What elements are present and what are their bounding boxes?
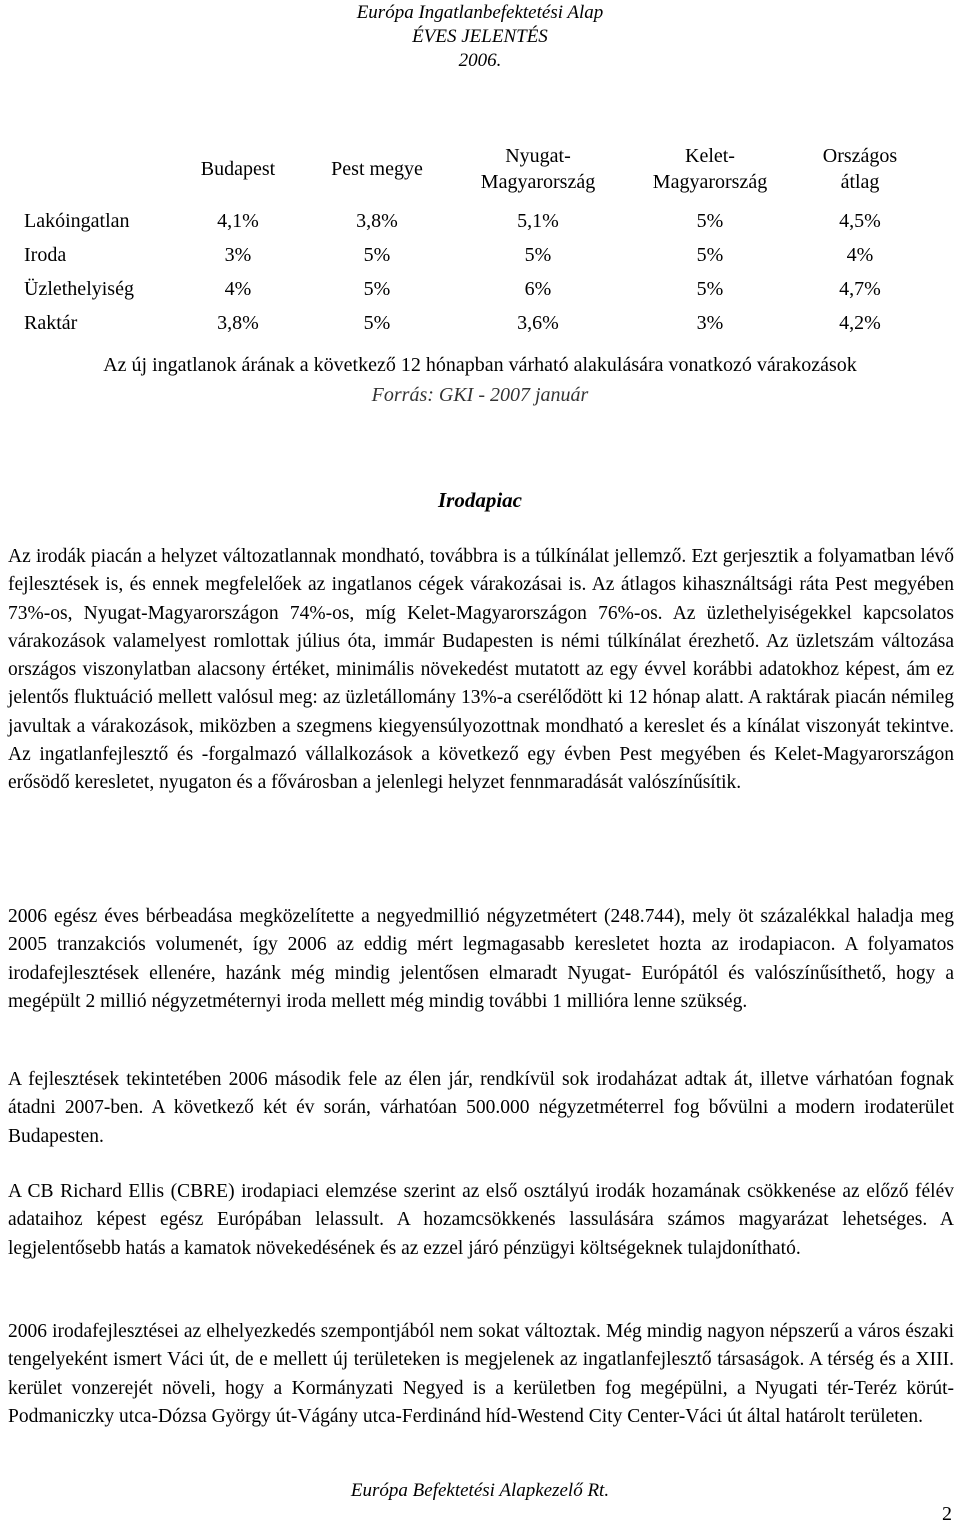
paragraph-5: 2006 irodafejlesztései az elhelyezkedés szempontjából nem sokat változtak. Még mindig nagyon népszerű a város északi tengelyeként ismert Váci út, de e mellett új területeken is megjelenek az ingatlanfejlesztő társaságok. A térség és a XIII. kerület vonzerejét növeli, hogy a Kormányzati Negyed is a kerületben fog megépülni, a Nyugati tér-Teréz körút- Podmaniczky utca-Dózsa György út-Vágány utca-Ferdinánd híd-Westend City Center-Váci út által határolt területen.: [8, 1321, 954, 1427]
table-header: [24, 134, 924, 204]
table-cell: 5%: [696, 278, 724, 300]
paragraph-3: A fejlesztések tekintetében 2006 második fele az élen jár, rendkívül sok irodaházat adtak át, illetve várhatóan fognak átadni 2007-ben. A következő két év során, várhatóan 500.000 négyzetméterrel fog bővülni a modern irodaterület Budapesten.: [8, 1069, 954, 1147]
table-source: Forrás: GKI - 2007 január: [371, 384, 589, 406]
column-header: Budapest: [200, 158, 276, 180]
report-header-year: 2006.: [458, 50, 502, 71]
paragraph-4: A CB Richard Ellis (CBRE) irodapiaci elemzése szerint az első osztályú irodák hozamának csökkenése az előző félév adataihoz képest egész Európában lelassult. A hozamcsökkenés lassulására számos magyarázat lehetséges. A legjelentősebb hatás a kamatok növekedésének és az ezzel járó pénzügyi költségeknek tulajdonítható.: [8, 1181, 954, 1259]
table-cell: 3%: [696, 312, 724, 334]
table-cell: 5%: [363, 312, 391, 334]
section-heading: Irodapiac: [438, 488, 522, 512]
table-cell: 3,8%: [356, 210, 398, 232]
table-cell: 4,5%: [839, 210, 881, 232]
report-header-title: ÉVES JELENTÉS: [412, 26, 548, 47]
table-cell: 3,6%: [517, 312, 559, 334]
column-header: Nyugat- Magyarország: [480, 145, 596, 193]
table-cell: 3%: [224, 244, 252, 266]
paragraph-1: Az irodák piacán a helyzet változatlannak mondható, továbbra is a túlkínálat jellemző. Ezt gerjesztik a folyamatban lévő fejlesztések is, és ennek megfelelőek az ingatlanos cégek várakozásai is. Az átlagos kihasználtsági ráta Pest megyében 73%-os, Nyugat-Magyarországon 74%-os, míg Kelet-Magyarországon 76%-os. Az üzlethelyiségekkel kapcsolatos várakozások valamelyest romlottak július óta, immár Budapesten is némi túlkínálat érezhető. Az üzletszám változása országos viszonylatban alacsony értéket, minimális növekedést mutatott az egy évvel korábbi adatokhoz képest, ám ez jelentős fluktuáció mellett valósul meg: az üzletállomány 13%-a cserélődött ki 12 hónap alatt. A raktárak piacán némileg javultak a várakozások, miközben a szegmens kiegyensúlyozottnak mondható a kereslet és a kínálat viszonyát tekintve. Az ingatlanfejlesztő és -forgalmazó vállalkozások a következő egy évben Pest megyében és Kelet-Magyarországon erősödő keresletet, nyugaton és a fővárosban a jelenlegi helyzet fennmaradását valószínűsítik.: [8, 546, 954, 794]
table-cell: 4,2%: [839, 312, 881, 334]
paragraph-2: 2006 egész éves bérbeadása megközelítette a negyedmillió négyzetmétert (248.744), mely öt százalékkal haladja meg 2005 tranzakciós volumenét, így 2006 az eddig mért legmagasabb keresletet hozta az irodapiacon. A folyamatos irodafejlesztések ellenére, hazánk még mindig jelentősen elmaradt Nyugat- Európától és valószínűsíthető, hogy a megépült 2 millió négyzetméternyi iroda mellett még mindig további 1 millióra lenne szükség.: [8, 906, 954, 1012]
table-cell: 5%: [363, 244, 391, 266]
page-footer: Európa Befektetési Alapkezelő Rt.: [350, 1480, 610, 1501]
row-label: Üzlethelyiség: [24, 278, 134, 300]
table-header-row: [24, 134, 924, 204]
price-expectations-table: [24, 134, 924, 340]
column-header: Kelet- Magyarország: [652, 145, 768, 193]
table-row: [24, 306, 924, 340]
row-label: Raktár: [24, 312, 78, 334]
table-row: [24, 272, 924, 306]
table-cell: 5%: [363, 278, 391, 300]
table-cell: 5%: [524, 244, 552, 266]
table-cell: 4,1%: [217, 210, 259, 232]
table-cell: 3,8%: [217, 312, 259, 334]
row-label: Lakóingatlan: [24, 210, 130, 232]
table-row: [24, 238, 924, 272]
column-header: Pest megye: [331, 158, 423, 180]
page-number: 2: [942, 1503, 952, 1525]
table-body: [24, 204, 924, 340]
table-caption: Az új ingatlanok árának a következő 12 hónapban várható alakulására vonatkozó várakozások: [103, 354, 857, 376]
table-cell: 4,7%: [839, 278, 881, 300]
table-cell: 5,1%: [517, 210, 559, 232]
column-header: Országos átlag: [822, 145, 898, 193]
table-cell: 5%: [696, 210, 724, 232]
table-cell: 5%: [696, 244, 724, 266]
table-cell: 6%: [524, 278, 552, 300]
table-cell: 4%: [846, 244, 874, 266]
table-corner-cell: [24, 134, 174, 204]
report-header-fund-name: Európa Ingatlanbefektetési Alap: [356, 2, 604, 23]
row-label: Iroda: [24, 244, 67, 266]
table-row: [24, 204, 924, 238]
table-cell: 4%: [224, 278, 252, 300]
